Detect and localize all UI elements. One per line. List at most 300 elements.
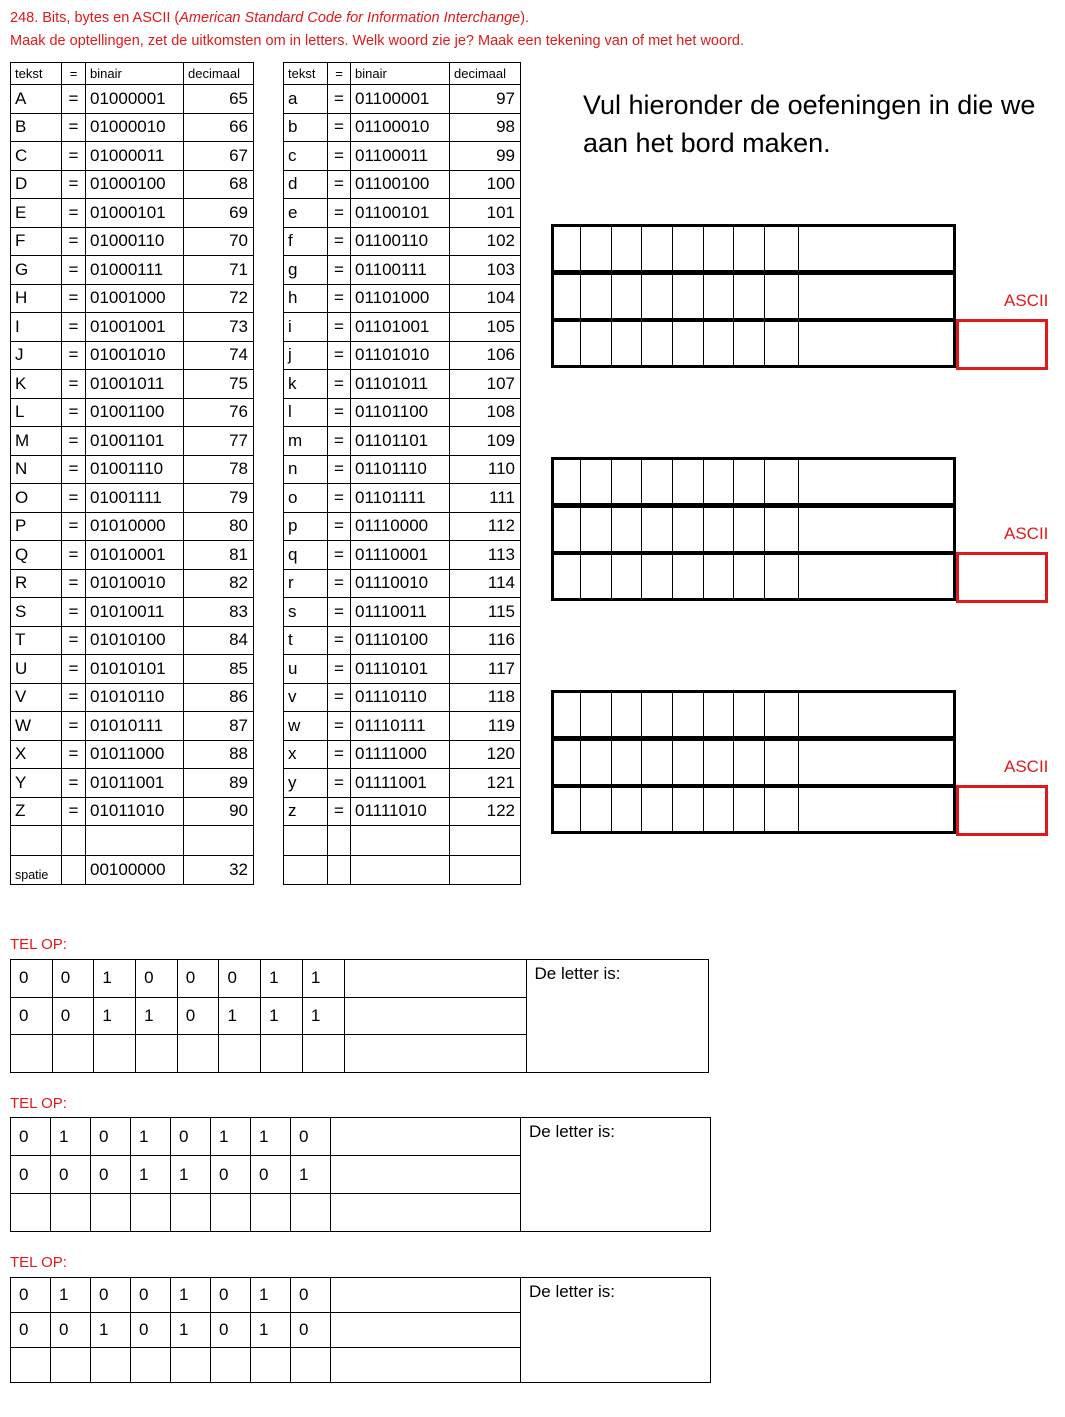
table-row bbox=[284, 512, 521, 541]
equals-cell: = bbox=[328, 655, 351, 684]
binary-cell: 01010110 bbox=[86, 683, 184, 712]
empty-cell bbox=[331, 1313, 521, 1348]
bit-cell: 0 bbox=[52, 960, 94, 998]
binary-cell: 01101000 bbox=[351, 284, 450, 313]
decimal-cell: 84 bbox=[184, 626, 254, 655]
decimal-cell: 82 bbox=[184, 569, 254, 598]
decimal-cell: 66 bbox=[184, 113, 254, 142]
equals-cell: = bbox=[328, 541, 351, 570]
letter-cell: D bbox=[11, 170, 62, 199]
bit-cell: 0 bbox=[251, 1156, 291, 1194]
letter-cell: z bbox=[284, 797, 328, 826]
decimal-cell: 106 bbox=[450, 341, 521, 370]
table-row bbox=[284, 569, 521, 598]
decimal-cell: 108 bbox=[450, 398, 521, 427]
space-row bbox=[11, 856, 254, 885]
empty-cell bbox=[331, 1194, 521, 1232]
answer-bit-cell[interactable] bbox=[51, 1194, 91, 1232]
letter-cell: Y bbox=[11, 769, 62, 798]
letter-cell: o bbox=[284, 484, 328, 513]
equals-cell: = bbox=[328, 484, 351, 513]
equals-cell: = bbox=[62, 284, 86, 313]
empty-cell bbox=[331, 1156, 521, 1194]
decimal-cell: 76 bbox=[184, 398, 254, 427]
decimal-cell: 113 bbox=[450, 541, 521, 570]
table-row bbox=[284, 797, 521, 826]
equals-cell: = bbox=[62, 313, 86, 342]
answer-bit-cell[interactable] bbox=[11, 1035, 53, 1073]
equals-cell: = bbox=[62, 256, 86, 285]
answer-bit-cell[interactable] bbox=[177, 1035, 219, 1073]
bit-cell: 0 bbox=[11, 1313, 51, 1348]
answer-bit-cell[interactable] bbox=[11, 1348, 51, 1383]
letter-cell: m bbox=[284, 427, 328, 456]
equals-cell: = bbox=[328, 797, 351, 826]
letter-cell: Z bbox=[11, 797, 62, 826]
answer-bit-cell[interactable] bbox=[131, 1194, 171, 1232]
ascii-table-lowercase bbox=[283, 62, 521, 885]
table-row bbox=[284, 284, 521, 313]
answer-bit-cell[interactable] bbox=[131, 1348, 171, 1383]
binary-cell: 01000100 bbox=[86, 170, 184, 199]
column-header: decimaal bbox=[450, 63, 521, 85]
equals-cell: = bbox=[62, 626, 86, 655]
binary-cell: 01100111 bbox=[351, 256, 450, 285]
grid-column-line bbox=[611, 693, 612, 833]
table-row bbox=[11, 683, 254, 712]
bit-cell: 0 bbox=[52, 997, 94, 1035]
answer-bit-cell[interactable] bbox=[251, 1194, 291, 1232]
decimal-cell: 73 bbox=[184, 313, 254, 342]
bit-cell: 0 bbox=[91, 1156, 131, 1194]
letter-cell: H bbox=[11, 284, 62, 313]
decimal-cell: 103 bbox=[450, 256, 521, 285]
decimal-cell: 77 bbox=[184, 427, 254, 456]
table-row bbox=[284, 712, 521, 741]
bit-cell: 0 bbox=[211, 1313, 251, 1348]
answer-bit-cell[interactable] bbox=[51, 1348, 91, 1383]
bit-cell: 1 bbox=[261, 997, 303, 1035]
letter-cell: n bbox=[284, 455, 328, 484]
equals-cell: = bbox=[328, 227, 351, 256]
binary-row bbox=[11, 1118, 711, 1156]
binary-cell: 01000111 bbox=[86, 256, 184, 285]
binary-cell: 01110010 bbox=[351, 569, 450, 598]
decimal-cell: 74 bbox=[184, 341, 254, 370]
bit-cell: 1 bbox=[51, 1118, 91, 1156]
binary-cell: 01110000 bbox=[351, 512, 450, 541]
answer-bit-cell[interactable] bbox=[211, 1348, 251, 1383]
decimal-cell: 120 bbox=[450, 740, 521, 769]
decimal-cell: 97 bbox=[450, 85, 521, 114]
table-row bbox=[11, 797, 254, 826]
decimal-cell: 79 bbox=[184, 484, 254, 513]
addition-exercise bbox=[10, 959, 709, 1073]
binary-cell: 01001111 bbox=[86, 484, 184, 513]
answer-bit-cell[interactable] bbox=[211, 1194, 251, 1232]
decimal-cell: 102 bbox=[450, 227, 521, 256]
empty-cell bbox=[331, 1278, 521, 1313]
grid-column-line bbox=[764, 693, 765, 833]
decimal-cell: 68 bbox=[184, 170, 254, 199]
table-row bbox=[11, 313, 254, 342]
ascii-label: ASCII bbox=[1004, 757, 1049, 776]
decimal-cell: 119 bbox=[450, 712, 521, 741]
grid-column-line bbox=[703, 227, 704, 367]
empty-cell bbox=[344, 960, 526, 998]
decimal-cell: 69 bbox=[184, 199, 254, 228]
bit-cell: 0 bbox=[211, 1156, 251, 1194]
binary-cell: 01001100 bbox=[86, 398, 184, 427]
equals-cell: = bbox=[328, 740, 351, 769]
answer-bit-cell[interactable] bbox=[11, 1194, 51, 1232]
equals-cell: = bbox=[62, 427, 86, 456]
binary-cell: 01100011 bbox=[351, 142, 450, 171]
table-row bbox=[11, 740, 254, 769]
grid-column-line bbox=[580, 227, 581, 367]
equals-cell: = bbox=[328, 427, 351, 456]
bit-cell: 0 bbox=[177, 960, 219, 998]
binary-cell: 01111010 bbox=[351, 797, 450, 826]
binary-cell: 01000110 bbox=[86, 227, 184, 256]
table-header-row bbox=[11, 63, 254, 85]
table-row bbox=[11, 370, 254, 399]
letter-cell: B bbox=[11, 113, 62, 142]
binary-cell: 01101011 bbox=[351, 370, 450, 399]
table-row bbox=[11, 398, 254, 427]
grid-column-line bbox=[672, 460, 673, 600]
equals-cell: = bbox=[62, 512, 86, 541]
answer-bit-cell[interactable] bbox=[91, 1194, 131, 1232]
column-header: decimaal bbox=[184, 63, 254, 85]
empty-cell bbox=[331, 1118, 521, 1156]
grid-column-line bbox=[672, 227, 673, 367]
decimal-cell: 115 bbox=[450, 598, 521, 627]
table-row bbox=[11, 170, 254, 199]
table-row bbox=[11, 113, 254, 142]
bit-cell: 0 bbox=[219, 960, 261, 998]
table-row bbox=[11, 227, 254, 256]
grid-column-line bbox=[703, 693, 704, 833]
table-row bbox=[11, 85, 254, 114]
bit-cell: 0 bbox=[11, 1118, 51, 1156]
bit-cell: 1 bbox=[94, 997, 136, 1035]
equals-cell: = bbox=[62, 683, 86, 712]
decimal-cell: 98 bbox=[450, 113, 521, 142]
equals-cell: = bbox=[328, 256, 351, 285]
board-exercise-grid bbox=[551, 457, 956, 603]
binary-cell: 01100010 bbox=[351, 113, 450, 142]
empty-cell bbox=[344, 1035, 526, 1073]
answer-bit-cell[interactable] bbox=[291, 1348, 331, 1383]
empty-cell bbox=[62, 856, 86, 885]
equals-cell: = bbox=[62, 142, 86, 171]
bit-cell: 1 bbox=[219, 997, 261, 1035]
bit-cell: 0 bbox=[11, 960, 53, 998]
bit-cell: 1 bbox=[251, 1313, 291, 1348]
letter-cell: N bbox=[11, 455, 62, 484]
ascii-label: ASCII bbox=[1004, 291, 1049, 310]
bit-cell: 1 bbox=[91, 1313, 131, 1348]
letter-cell: C bbox=[11, 142, 62, 171]
decimal-cell: 100 bbox=[450, 170, 521, 199]
table-row bbox=[284, 683, 521, 712]
answer-bit-cell[interactable] bbox=[261, 1035, 303, 1073]
equals-cell: = bbox=[328, 769, 351, 798]
letter-cell: K bbox=[11, 370, 62, 399]
answer-bit-cell[interactable] bbox=[52, 1035, 94, 1073]
letter-cell: j bbox=[284, 341, 328, 370]
decimal-cell: 122 bbox=[450, 797, 521, 826]
empty-cell bbox=[351, 826, 450, 856]
letter-cell: R bbox=[11, 569, 62, 598]
exercise-instructions: Maak de optellingen, zet de uitkomsten om in letters. Welk woord zie je? Maak een tekening van of met het woord. bbox=[10, 33, 744, 49]
table-row bbox=[11, 455, 254, 484]
ascii-answer-box[interactable] bbox=[956, 319, 1048, 370]
decimal-cell: 88 bbox=[184, 740, 254, 769]
answer-bit-cell[interactable] bbox=[136, 1035, 178, 1073]
answer-bit-cell[interactable] bbox=[91, 1348, 131, 1383]
binary-cell: 01110100 bbox=[351, 626, 450, 655]
equals-cell: = bbox=[62, 769, 86, 798]
decimal-cell: 109 bbox=[450, 427, 521, 456]
letter-cell: J bbox=[11, 341, 62, 370]
table-row bbox=[11, 626, 254, 655]
equals-cell: = bbox=[328, 712, 351, 741]
letter-cell: X bbox=[11, 740, 62, 769]
letter-cell: M bbox=[11, 427, 62, 456]
equals-cell: = bbox=[62, 398, 86, 427]
answer-bit-cell[interactable] bbox=[94, 1035, 136, 1073]
bit-cell: 1 bbox=[251, 1118, 291, 1156]
table-row bbox=[284, 740, 521, 769]
table-row bbox=[284, 541, 521, 570]
binary-cell: 01101001 bbox=[351, 313, 450, 342]
ascii-label: ASCII bbox=[1004, 524, 1049, 543]
equals-cell: = bbox=[62, 712, 86, 741]
equals-cell: = bbox=[62, 170, 86, 199]
decimal-cell: 104 bbox=[450, 284, 521, 313]
binary-cell: 01110101 bbox=[351, 655, 450, 684]
letter-cell: t bbox=[284, 626, 328, 655]
table-row bbox=[284, 142, 521, 171]
bit-cell: 0 bbox=[11, 1278, 51, 1313]
answer-bit-cell[interactable] bbox=[291, 1194, 331, 1232]
bit-cell: 1 bbox=[302, 960, 344, 998]
decimal-cell: 107 bbox=[450, 370, 521, 399]
table-row bbox=[11, 341, 254, 370]
table-row bbox=[284, 626, 521, 655]
table-row bbox=[11, 512, 254, 541]
table-row bbox=[284, 370, 521, 399]
table-row bbox=[284, 256, 521, 285]
empty-cell bbox=[11, 826, 62, 856]
equals-cell: = bbox=[328, 284, 351, 313]
decimal-cell: 112 bbox=[450, 512, 521, 541]
bit-cell: 0 bbox=[91, 1278, 131, 1313]
bit-cell: 1 bbox=[261, 960, 303, 998]
empty-cell bbox=[351, 856, 450, 885]
binary-cell: 01010101 bbox=[86, 655, 184, 684]
grid-column-line bbox=[580, 460, 581, 600]
table-row bbox=[11, 569, 254, 598]
letter-cell: V bbox=[11, 683, 62, 712]
bit-cell: 1 bbox=[302, 997, 344, 1035]
binary-cell: 01000101 bbox=[86, 199, 184, 228]
binary-cell: 01101110 bbox=[351, 455, 450, 484]
table-row bbox=[11, 284, 254, 313]
table-row bbox=[284, 85, 521, 114]
letter-cell: i bbox=[284, 313, 328, 342]
empty-cell bbox=[284, 856, 328, 885]
empty-cell bbox=[450, 856, 521, 885]
letter-cell: q bbox=[284, 541, 328, 570]
table-row bbox=[11, 655, 254, 684]
bit-cell: 0 bbox=[131, 1278, 171, 1313]
decimal-cell: 110 bbox=[450, 455, 521, 484]
grid-column-line bbox=[764, 460, 765, 600]
space-label: spatie bbox=[11, 856, 62, 885]
binary-cell: 01100110 bbox=[351, 227, 450, 256]
grid-column-line bbox=[611, 227, 612, 367]
ascii-table-uppercase bbox=[10, 62, 254, 885]
board-exercise-grid bbox=[551, 224, 956, 370]
equals-cell: = bbox=[328, 170, 351, 199]
letter-answer-cell[interactable]: De letter is: bbox=[526, 960, 708, 1073]
column-header: = bbox=[328, 63, 351, 85]
bit-cell: 0 bbox=[291, 1278, 331, 1313]
answer-bit-cell[interactable] bbox=[219, 1035, 261, 1073]
equals-cell: = bbox=[62, 541, 86, 570]
decimal-cell: 32 bbox=[184, 856, 254, 885]
letter-cell: P bbox=[11, 512, 62, 541]
binary-cell: 01110111 bbox=[351, 712, 450, 741]
table-row bbox=[11, 541, 254, 570]
grid-column-line bbox=[703, 460, 704, 600]
equals-cell: = bbox=[328, 598, 351, 627]
empty-cell bbox=[284, 826, 328, 856]
bit-cell: 0 bbox=[177, 997, 219, 1035]
equals-cell: = bbox=[62, 199, 86, 228]
letter-cell: h bbox=[284, 284, 328, 313]
letter-cell: c bbox=[284, 142, 328, 171]
letter-cell: p bbox=[284, 512, 328, 541]
equals-cell: = bbox=[328, 398, 351, 427]
bit-cell: 0 bbox=[11, 997, 53, 1035]
equals-cell: = bbox=[328, 142, 351, 171]
exercise-title: 248. Bits, bytes en ASCII (American Standard Code for Information Interchange). bbox=[10, 10, 530, 26]
equals-cell: = bbox=[328, 341, 351, 370]
letter-cell: s bbox=[284, 598, 328, 627]
decimal-cell: 101 bbox=[450, 199, 521, 228]
column-header: tekst bbox=[11, 63, 62, 85]
letter-cell: v bbox=[284, 683, 328, 712]
bit-cell: 1 bbox=[211, 1118, 251, 1156]
table-row bbox=[284, 313, 521, 342]
equals-cell: = bbox=[62, 370, 86, 399]
grid-column-line bbox=[798, 693, 799, 833]
letter-cell: g bbox=[284, 256, 328, 285]
letter-cell: U bbox=[11, 655, 62, 684]
binary-cell: 01000011 bbox=[86, 142, 184, 171]
decimal-cell: 117 bbox=[450, 655, 521, 684]
table-row bbox=[284, 655, 521, 684]
bit-cell: 0 bbox=[171, 1118, 211, 1156]
grid-column-line bbox=[764, 227, 765, 367]
letter-answer-cell[interactable]: De letter is: bbox=[521, 1278, 711, 1383]
table-row bbox=[284, 398, 521, 427]
binary-cell: 01100101 bbox=[351, 199, 450, 228]
decimal-cell: 105 bbox=[450, 313, 521, 342]
binary-cell: 01110110 bbox=[351, 683, 450, 712]
bit-cell: 0 bbox=[136, 960, 178, 998]
table-row bbox=[284, 598, 521, 627]
equals-cell: = bbox=[62, 227, 86, 256]
letter-cell: x bbox=[284, 740, 328, 769]
grid-column-line bbox=[672, 693, 673, 833]
answer-bit-cell[interactable] bbox=[171, 1348, 211, 1383]
equals-cell: = bbox=[328, 199, 351, 228]
binary-cell: 01110001 bbox=[351, 541, 450, 570]
table-row bbox=[284, 769, 521, 798]
answer-bit-cell[interactable] bbox=[302, 1035, 344, 1073]
binary-cell: 01100001 bbox=[351, 85, 450, 114]
answer-bit-cell[interactable] bbox=[251, 1348, 291, 1383]
equals-cell: = bbox=[328, 512, 351, 541]
bit-cell: 1 bbox=[51, 1278, 91, 1313]
bit-cell: 1 bbox=[291, 1156, 331, 1194]
binary-cell: 01100100 bbox=[351, 170, 450, 199]
ascii-answer-box[interactable] bbox=[956, 552, 1048, 603]
ascii-answer-box[interactable] bbox=[956, 785, 1048, 836]
binary-cell: 01001110 bbox=[86, 455, 184, 484]
decimal-cell: 75 bbox=[184, 370, 254, 399]
equals-cell: = bbox=[62, 341, 86, 370]
decimal-cell: 86 bbox=[184, 683, 254, 712]
equals-cell: = bbox=[328, 683, 351, 712]
binary-cell: 01010001 bbox=[86, 541, 184, 570]
equals-cell: = bbox=[62, 797, 86, 826]
binary-cell: 01110011 bbox=[351, 598, 450, 627]
empty-row bbox=[284, 826, 521, 856]
equals-cell: = bbox=[62, 655, 86, 684]
letter-cell: W bbox=[11, 712, 62, 741]
answer-bit-cell[interactable] bbox=[171, 1194, 211, 1232]
grid-column-line bbox=[733, 227, 734, 367]
letter-cell: T bbox=[11, 626, 62, 655]
letter-cell: k bbox=[284, 370, 328, 399]
letter-answer-cell[interactable]: De letter is: bbox=[521, 1118, 711, 1232]
bit-cell: 0 bbox=[51, 1313, 91, 1348]
binary-cell: 01111000 bbox=[351, 740, 450, 769]
letter-cell: L bbox=[11, 398, 62, 427]
bit-cell: 0 bbox=[211, 1278, 251, 1313]
letter-cell: b bbox=[284, 113, 328, 142]
binary-cell: 00100000 bbox=[86, 856, 184, 885]
equals-cell: = bbox=[328, 455, 351, 484]
empty-cell bbox=[331, 1348, 521, 1383]
grid-column-line bbox=[733, 460, 734, 600]
letter-cell: w bbox=[284, 712, 328, 741]
binary-cell: 01000001 bbox=[86, 85, 184, 114]
empty-cell bbox=[450, 826, 521, 856]
binary-cell: 01011001 bbox=[86, 769, 184, 798]
binary-cell: 01010000 bbox=[86, 512, 184, 541]
addition-exercise bbox=[10, 1277, 711, 1383]
letter-cell: e bbox=[284, 199, 328, 228]
empty-cell bbox=[328, 856, 351, 885]
decimal-cell: 87 bbox=[184, 712, 254, 741]
